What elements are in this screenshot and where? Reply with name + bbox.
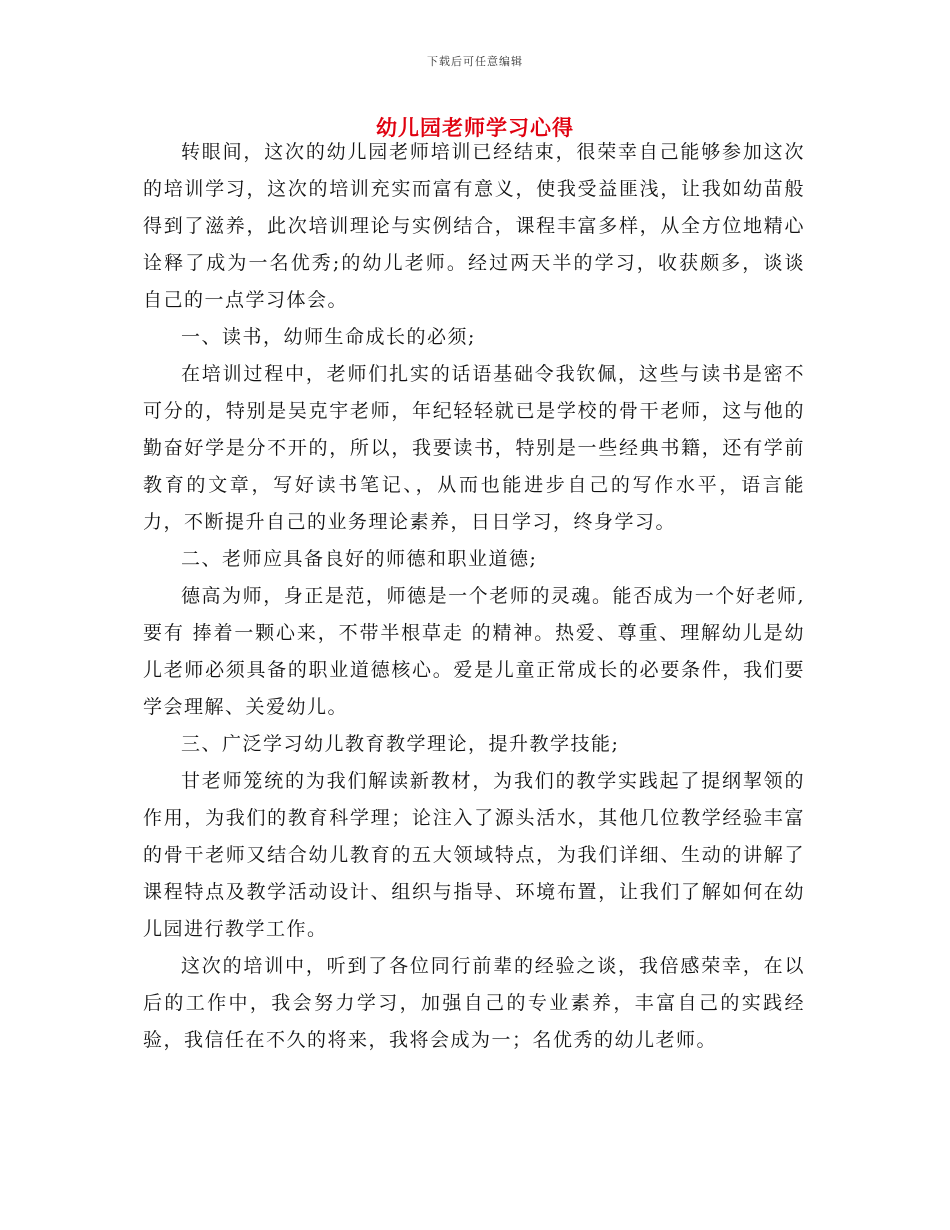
section-heading-theory: 三、广泛学习幼儿教育教学理论，提升教学技能; [181, 733, 620, 755]
document-title: 幼儿园老师学习心得 [376, 115, 574, 140]
header-note: 下载后可任意编辑 [427, 55, 523, 68]
paragraph-reading: 在培训过程中，老师们扎实的话语基础令我钦佩，这些与读书是密不可分的，特别是吴克宇老师，年纪轻轻就已是学校的骨干老师，这与他的勤奋好学是分不开的，所以，我要读书，特别是一些经典书籍，还有学前教育的文章，写好读书笔记、，从而也能进步自己的写作水平，语言能力，不断提升自己的业务理论素养，日日学习，终身学习。 [143, 363, 805, 533]
paragraph-conclusion: 这次的培训中，听到了各位同行前辈的经验之谈，我倍感荣幸，在以后的工作中，我会努力学习，加强自己的专业素养，丰富自己的实践经验，我信任在不久的将来，我将会成为一；名优秀的幼儿老师。 [143, 955, 805, 1051]
paragraph-intro: 转眼间，这次的幼儿园老师培训已经结束，很荣幸自己能够参加这次的培训学习，这次的培训充实而富有意义，使我受益匪浅，让我如幼苗般得到了滋养，此次培训理论与实例结合，课程丰富多样，从全方位地精心诠释了成为一名优秀;的幼儿老师。经过两天半的学习，收获颇多，谈谈自己的一点学习体会。 [143, 141, 805, 311]
paragraph-ethics: 德高为师，身正是范，师德是一个老师的灵魂。能否成为一个好老师,要有 捧着一颗心来，不带半根草走 的精神。热爱、尊重、理解幼儿是幼儿老师必须具备的职业道德核心。爱是儿童正常成长的必要条件，我们要学会理解、关爱幼儿。 [143, 585, 805, 718]
section-heading-ethics: 二、老师应具备良好的师德和职业道德; [181, 548, 538, 570]
paragraph-theory: 甘老师笼统的为我们解读新教材，为我们的教学实践起了提纲挈领的作用，为我们的教育科学理；论注入了源头活水，其他几位教学经验丰富的骨干老师又结合幼儿教育的五大领域特点，为我们详细、生动的讲解了课程特点及教学活动设计、组织与指导、环境布置，让我们了解如何在幼儿园进行教学工作。 [143, 770, 805, 940]
document-body [143, 134, 805, 1059]
section-heading-reading: 一、读书，幼师生命成长的必须; [181, 326, 476, 348]
